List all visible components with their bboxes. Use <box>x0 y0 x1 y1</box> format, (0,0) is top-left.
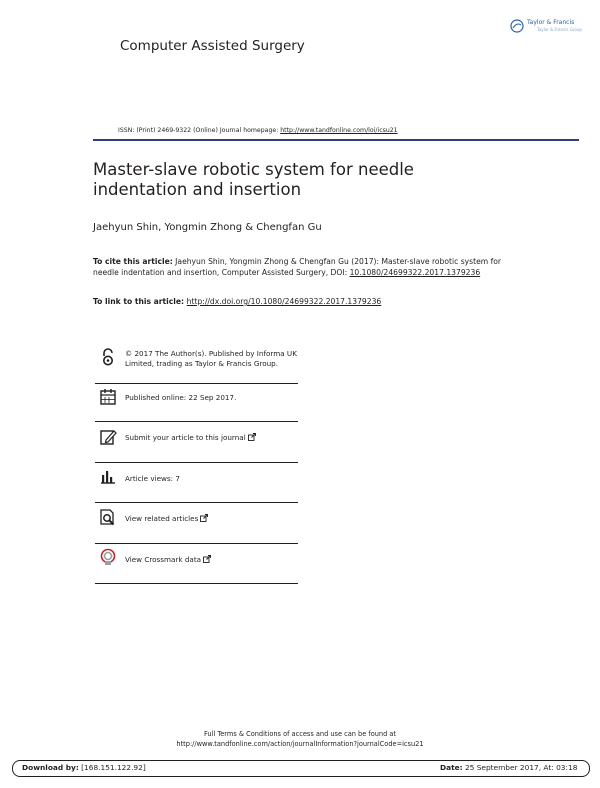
download-date-label: Date: <box>440 763 463 772</box>
article-title-line-1: Master-slave robotic system for needle <box>93 160 414 179</box>
published-online-text: Published online: 22 Sep 2017. <box>125 393 237 402</box>
article-views-item <box>95 468 298 508</box>
publisher-logo-icon <box>510 19 524 33</box>
downloaded-by-value: [168.151.122.92] <box>78 763 146 772</box>
external-link-icon <box>200 514 208 522</box>
submit-article-item[interactable] <box>95 428 298 468</box>
journal-title: Computer Assisted Surgery <box>120 38 305 54</box>
bar-chart-icon <box>99 468 117 486</box>
calendar-icon <box>99 388 117 406</box>
citation-label: To cite this article: <box>93 257 173 266</box>
article-doi-url-link[interactable]: http://dx.doi.org/10.1080/24699322.2017.1379236 <box>186 297 382 306</box>
crossmark-label: View Crossmark data <box>125 555 202 564</box>
downloaded-by <box>22 763 146 772</box>
link-to-article <box>93 297 513 306</box>
terms-url-link[interactable]: http://www.tandfonline.com/action/journalInformation?journalCode=icsu21 <box>176 740 424 748</box>
journal-homepage-link[interactable]: http://www.tandfonline.com/loi/icsu21 <box>280 127 398 134</box>
submit-article-text[interactable] <box>125 433 300 443</box>
issn-line <box>118 127 398 134</box>
download-date-value: 25 September 2017, At: 03:18 <box>462 763 578 772</box>
related-articles-text[interactable] <box>125 514 300 524</box>
publisher-logo-sub: Taylor & Francis Group <box>537 27 582 32</box>
open-access-text: © 2017 The Author(s). Published by Informa UK Limited, trading as Taylor & Francis Group. <box>125 349 297 368</box>
open-access-item <box>95 348 298 388</box>
article-title-line-2: indentation and insertion <box>93 180 302 199</box>
downloaded-by-label: Download by: <box>22 763 79 772</box>
publisher-logo-text <box>527 19 582 33</box>
article-authors: Jaehyun Shin, Yongmin Zhong & Chengfan Gu <box>93 222 322 233</box>
info-divider <box>95 421 298 422</box>
info-divider <box>95 502 298 503</box>
submit-article-icon <box>99 428 117 446</box>
header-divider <box>93 139 579 141</box>
related-articles-icon <box>99 508 117 526</box>
info-divider <box>95 383 298 384</box>
info-divider <box>95 583 298 584</box>
publisher-logo[interactable] <box>510 16 590 36</box>
published-online-item <box>95 388 298 428</box>
citation-doi-link[interactable]: 10.1080/24699322.2017.1379236 <box>349 267 481 277</box>
info-divider <box>95 462 298 463</box>
open-access-icon <box>99 348 117 366</box>
submit-article-label: Submit your article to this journal <box>125 433 246 442</box>
external-link-icon <box>203 555 211 563</box>
info-divider <box>95 543 298 544</box>
external-link-icon <box>248 433 256 441</box>
related-articles-item[interactable] <box>95 508 298 548</box>
citation-text: Jaehyun Shin, Yongmin Zhong & Chengfan Gu (2017): Master-slave robotic system for needle indentation and insertion, Computer Assisted Surgery, DOI: <box>93 257 502 277</box>
issn-text: ISSN: (Print) 2469-9322 (Online) Journal homepage: <box>118 127 281 134</box>
article-title <box>93 160 523 200</box>
download-date <box>440 763 577 772</box>
publisher-logo-name: Taylor & Francis <box>527 19 575 26</box>
related-articles-label: View related articles <box>125 514 199 523</box>
crossmark-item[interactable] <box>95 548 298 588</box>
link-to-article-label: To link to this article: <box>93 297 187 306</box>
citation-block <box>93 257 513 278</box>
terms-notice <box>0 729 600 749</box>
crossmark-icon <box>99 548 117 566</box>
article-views-text: Article views: 7 <box>125 474 180 483</box>
terms-line-1: Full Terms & Conditions of access and use can be found at <box>203 730 397 738</box>
crossmark-text[interactable] <box>125 555 300 565</box>
